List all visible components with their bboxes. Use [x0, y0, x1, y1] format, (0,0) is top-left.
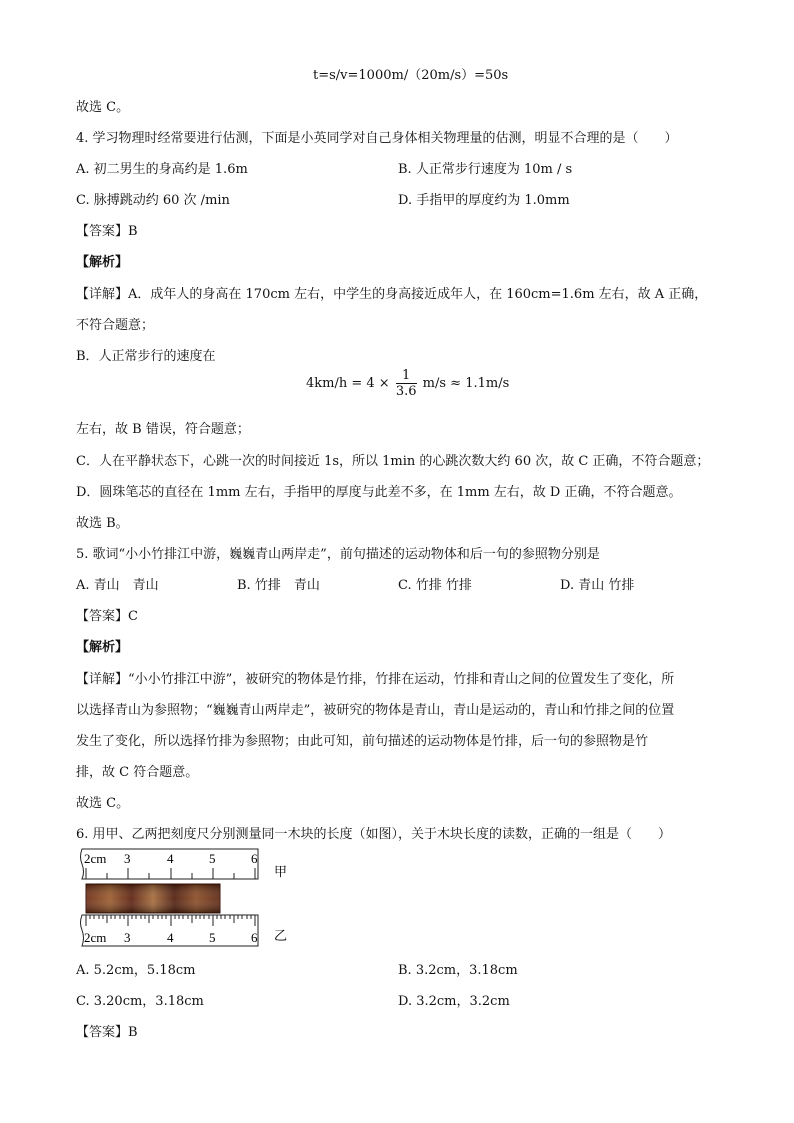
- q4-detail-line-2: 不符合题意；: [76, 318, 155, 333]
- q5-option-c: C. 竹排 竹排: [398, 578, 472, 593]
- ruler-bottom-tick-2cm: 2cm: [84, 930, 107, 945]
- q6-answer: 【答案】B: [76, 1025, 138, 1040]
- ruler-top-tick-4: 4: [167, 851, 174, 866]
- q6-option-d: D. 3.2cm，3.2cm: [398, 994, 510, 1009]
- q5-detail-line-2: 以选择青山为参照物；“巍巍青山两岸走”，被研究的物体是青山，青山是运动的，青山和竹排之间的位置: [76, 703, 675, 718]
- q4-detail-line-6: D．圆珠笔芯的直径在 1mm 左右，手指甲的厚度与此差不多，在 1mm 左右，故 D 正确，不符合题意。: [76, 485, 682, 500]
- q4-analysis-label: 【解析】: [76, 255, 129, 270]
- ruler-bottom: [81, 915, 259, 946]
- q5-detail-line-1: 【详解】“小小竹排江中游”，被研究的物体是竹排，竹排在运动，竹排和青山之间的位置发生了变化，所: [76, 672, 675, 687]
- q5-detail-line-4: 排，故 C 符合题意。: [76, 765, 199, 780]
- q4-stem: 4. 学习物理时经常要进行估测，下面是小英同学对自己身体相关物理量的估测，明显不合理的是（ ）: [76, 131, 678, 146]
- ruler-top-tick-6: 6: [251, 851, 258, 866]
- q4-option-b: B. 人正常步行速度为 10m / s: [398, 162, 573, 177]
- q6-option-a: A. 5.2cm，5.18cm: [76, 963, 196, 978]
- q6-stem: 6. 用甲、乙两把刻度尺分别测量同一木块的长度（如图），关于木块长度的读数，正确的一组是（ ）: [76, 827, 672, 842]
- q5-answer: 【答案】C: [76, 609, 138, 624]
- ruler-diagram: [76, 846, 301, 950]
- q4-detail-line-4: 左右，故 B 错误，符合题意；: [76, 422, 250, 437]
- q6-option-c: C. 3.20cm，3.18cm: [76, 994, 204, 1009]
- q4-formula: [306, 368, 509, 399]
- ruler-top: [81, 849, 259, 879]
- q6-option-b: B. 3.2cm，3.18cm: [398, 963, 518, 978]
- q4-detail-line-5: C．人在平静状态下，心跳一次的时间接近 1s，所以 1min 的心跳次数大约 60 次，故 C 正确，不符合题意；: [76, 454, 710, 469]
- q5-option-b: B. 竹排 青山: [237, 578, 320, 593]
- ruler-bottom-tick-6: 6: [251, 930, 258, 945]
- q5-analysis-label: 【解析】: [76, 640, 129, 655]
- formula-numerator: 1: [396, 368, 417, 384]
- ruler-bottom-tick-5: 5: [209, 930, 216, 945]
- q5-detail-line-3: 发生了变化，所以选择竹排为参照物；由此可知，前句描述的运动物体是竹排，后一句的参照物是竹: [76, 734, 649, 749]
- top-formula: t=s/v=1000m/（20m/s）=50s: [313, 68, 509, 83]
- q5-option-a: A. 青山 青山: [76, 578, 159, 593]
- q4-conclusion: 故选 B。: [76, 516, 129, 531]
- ruler-top-tick-5: 5: [209, 851, 216, 866]
- q5-stem: 5. 歌词“小小竹排江中游，巍巍青山两岸走”，前句描述的运动物体和后一句的参照物分别是: [76, 547, 600, 562]
- q4-answer: 【答案】B: [76, 224, 138, 239]
- q4-option-a: A. 初二男生的身高约是 1.6m: [76, 162, 248, 177]
- formula-denominator: 3.6: [395, 384, 417, 399]
- ruler-top-tick-2cm: 2cm: [84, 851, 107, 866]
- ruler-bottom-label: 乙: [274, 928, 288, 943]
- ruler-bottom-tick-4: 4: [167, 930, 174, 945]
- q4-option-c: C. 脉搏跳动约 60 次 /min: [76, 193, 230, 208]
- ruler-top-tick-3: 3: [124, 851, 131, 866]
- q5-conclusion: 故选 C。: [76, 796, 130, 811]
- formula-fraction: [396, 368, 417, 399]
- q4-detail-line-1: 【详解】A．成年人的身高在 170cm 左右，中学生的身高接近成年人，在 160cm=1.6m 左右，故 A 正确，: [76, 287, 708, 302]
- formula-left: 4km/h = 4 ×: [306, 376, 390, 391]
- ruler-bottom-tick-3: 3: [124, 930, 131, 945]
- q3-conclusion: 故选 C。: [76, 100, 130, 115]
- formula-right: m/s ≈ 1.1m/s: [422, 376, 510, 391]
- q4-option-d: D. 手指甲的厚度约为 1.0mm: [398, 193, 570, 208]
- ruler-top-label: 甲: [274, 864, 288, 879]
- q4-detail-line-3: B．人正常步行的速度在: [76, 349, 216, 364]
- q5-option-d: D. 青山 竹排: [560, 578, 635, 593]
